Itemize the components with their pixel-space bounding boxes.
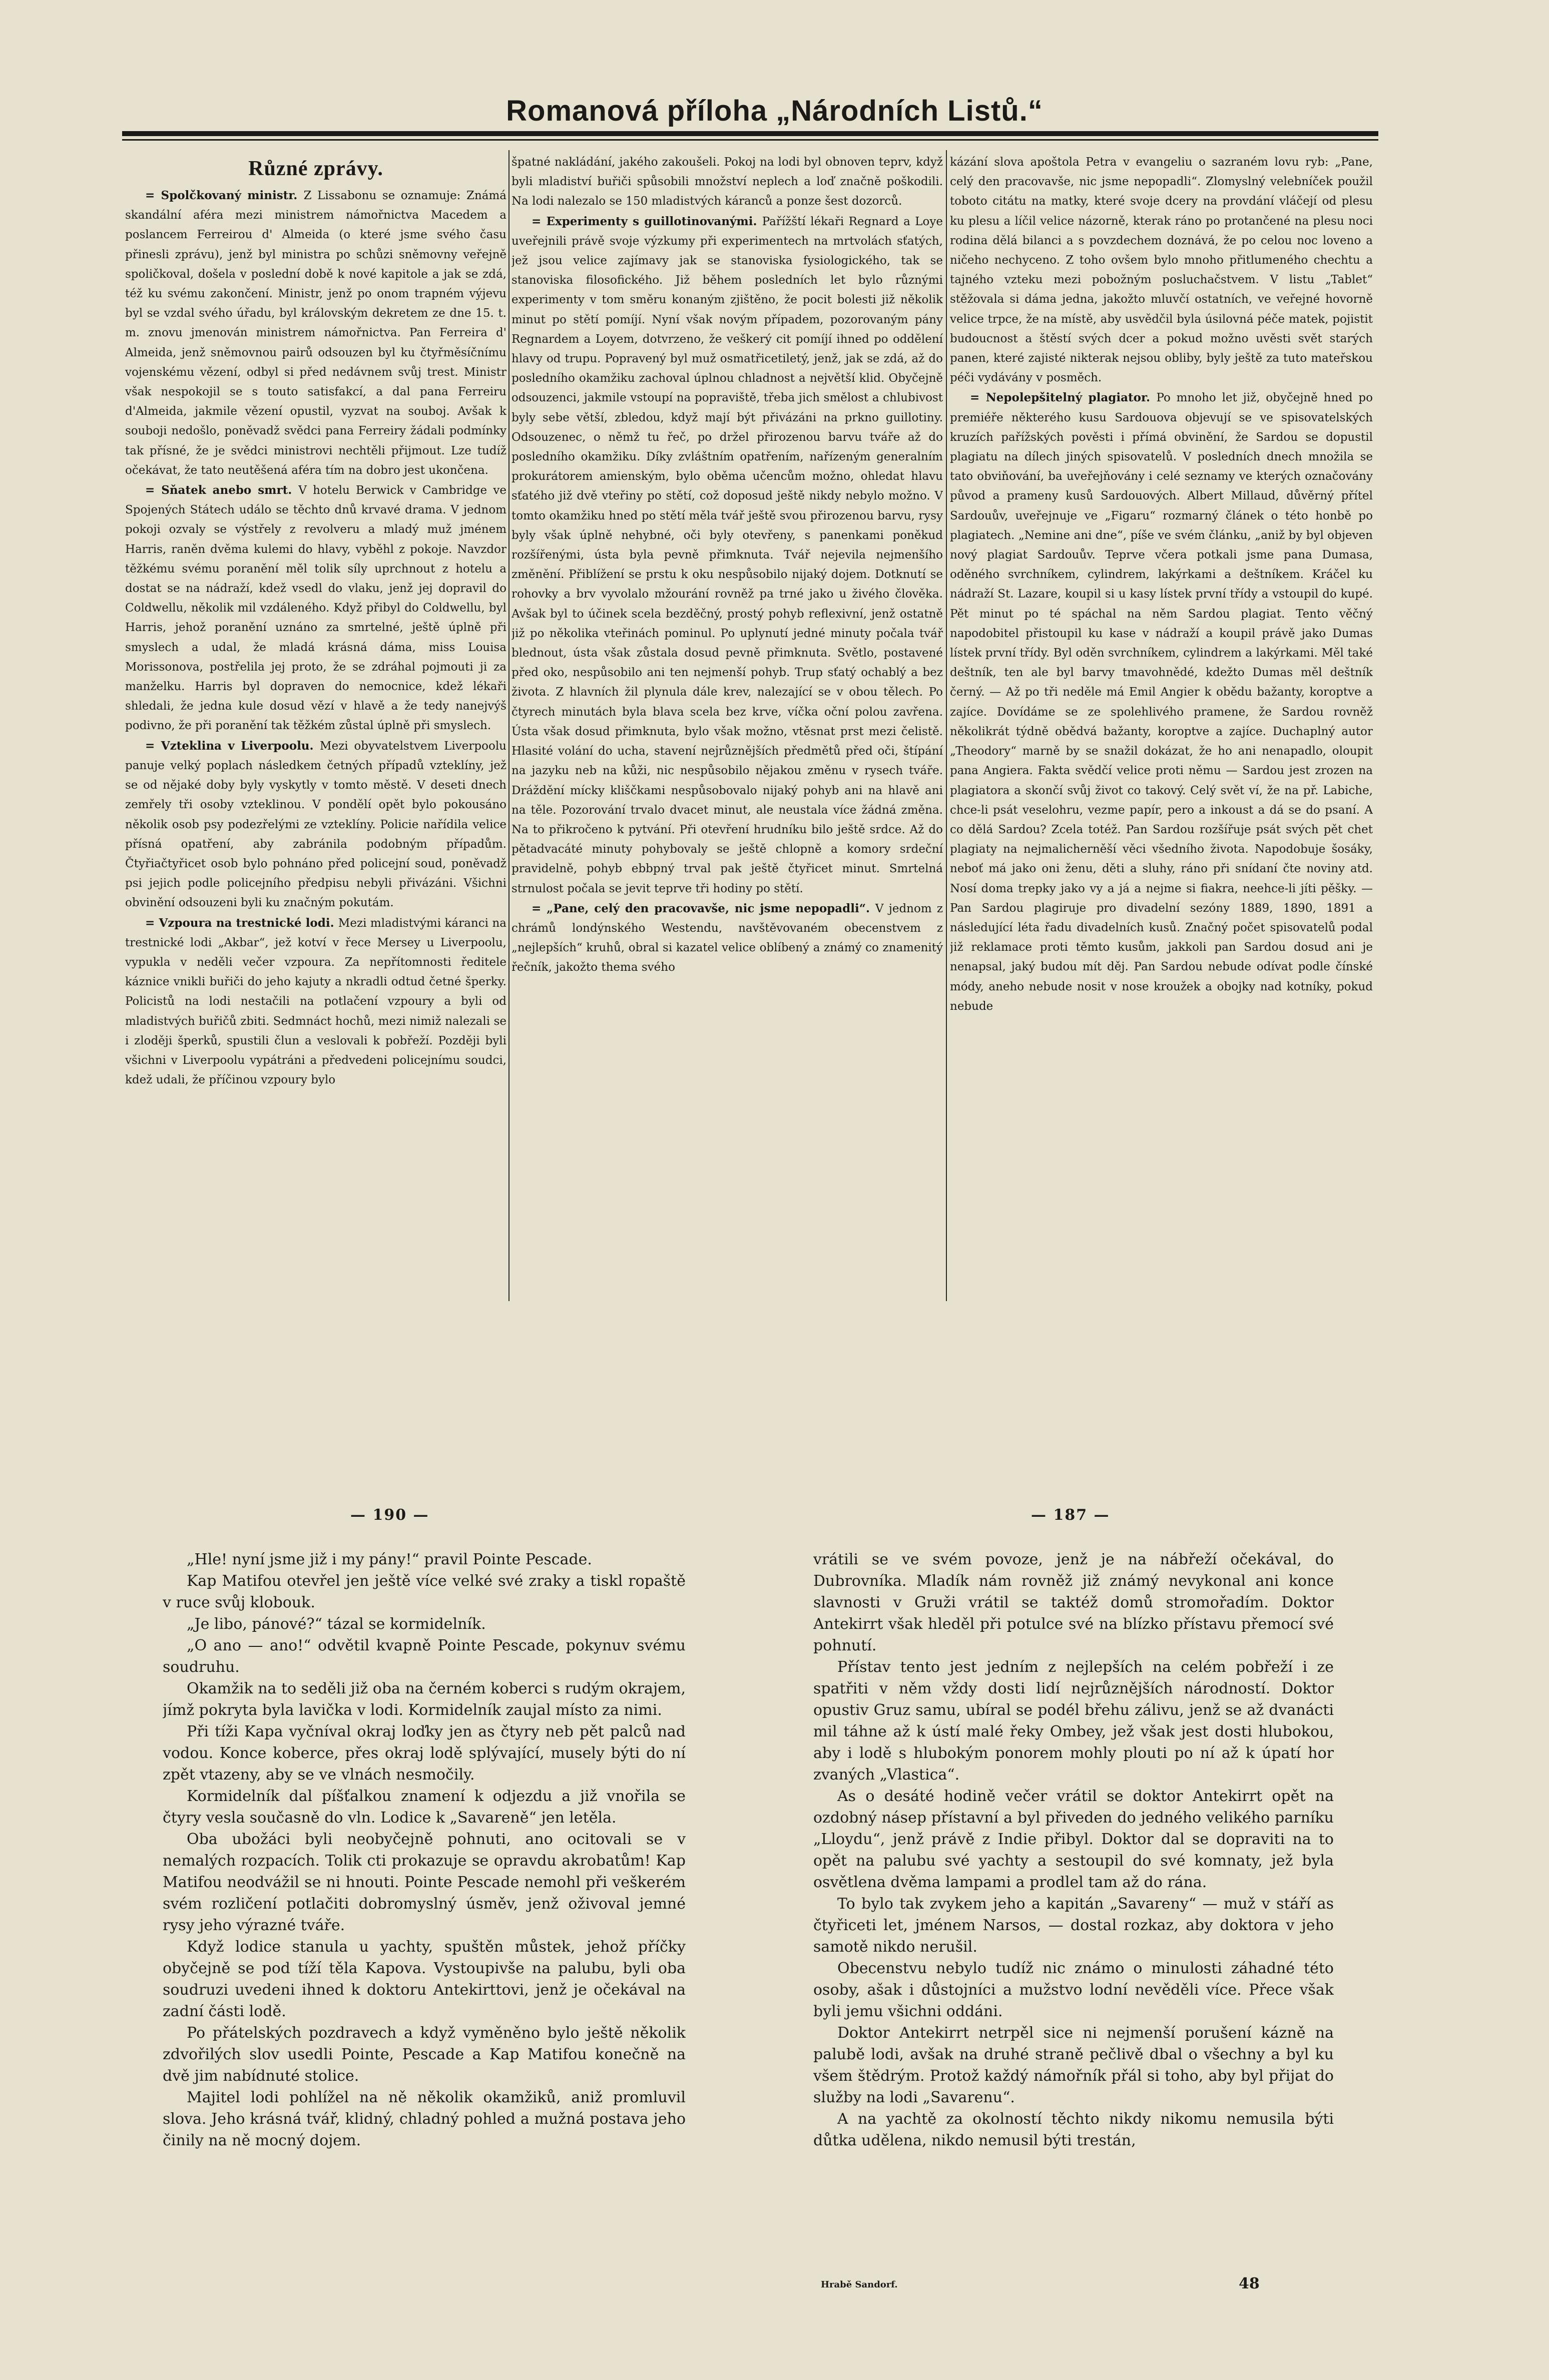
news-item-text: V hotelu Berwick v Cambridge ve Spojených Státech událo se těchto dnů krvavé drama. V jednom pokoji ozvaly se výstřely z revolveru a mladý muž jménem Harris, raněn dvěma kulemi do hlavy, vyběhl z pokoje. Navzdor těžkému svému poranění měl tolik síly uprchnout z hotelu a dostat se na nádraží, kdež vsedl do vlaku, jenž jej dopravil do Coldwellu, několik mil vzdáleného. Když přibyl do Coldwellu, byl Harris, jehož poranění uznáno za smrtelné, ještě úplně při smyslech a udal, že mladá krásná dáma, miss Louisa Morissonova, postřelila jej proto, že se zdráhal pojmouti ji za manželku. Harris byl dopraven do nemocnice, kdež lékaři shledali, že jedna kule dosud vězí v hlavě a že tedy nanejvýš podivno, že při poranění tak těžkém zůstal úplně při smyslech. [125,484,506,733]
novel-paragraph: Okamžik na to seděli již oba na černém koberci s rudým okrajem, jímž pokryta byla lavička v lodi. Kormidelník zaujal místo za nimi. [163,1680,686,1719]
news-item-text: Po mnoho let již, obyčejně hned po premiéře některého kusu Sardouova objevují se ve spisovatelských kruzích pařížských pověsti i přímá obvinění, že Sardou se dopustil plagiatu na dílech jiných spisovatelů. V posledních dnech množila se tato obviňování, ba uveřejňovány i celé seznamy ve kterých označovány původ a prameny kusů Sardouových. Albert Millaud, důvěrný přítel Sardouův, uveřejnuje ve „Figaru“ rozmarný článek o této honbě po plagiatech. „Nemine ani dne“, píše ve svém článku, „aniž by byl objeven nový plagiat Sardouův. Teprve včera potkali jsme pana Dumasa, oděného svrchníkem, cylindrem, lakýrkami a deštníkem. Kráčel ku nádraží St. Lazare, koupil si u kasy lístek první třídy a vstoupil do kupé. Pět minut po té spáchal na něm Sardou plagiat. Tento věčný napodobitel přistoupil ku kase v nádraží a koupil právě jako Dumas lístek první třídy. Byl oděn svrchníkem, cylindrem a lakýrkami. Měl také deštník, ten ale byl barvy tmavohnědé, kdežto Dumas měl deštník černý. — Až po tři neděle má Emil Angier k obědu bažanty, koroptve a zajíce. Dovídáme se ze spolehlivého pramene, že Sardou rovněž několikrát týdně obědvá bažanty, koroptve a zajíce. Duchaplný autor „Theodory“ marně by se snažil dokázat, že ho ani nenapadlo, oloupit pana Angiera. Fakta svědčí velice proti němu — Sardou jest zrozen na plagiatora a skončí svůj život co takový. Celý svět ví, že na př. Labiche, chce-li psát veselohru, vezme papír, pero a inkoust a dá se do psaní. A co dělá Sardou? Zcela totéž. Pan Sardou rozšířuje psát svých pět chet plagiaty na nejmalicherněší věci všedního života. Napodobuje šosáky, neboť má jako oni ženu, děti a sluhy, ráno při snídaní čte noviny atd. Nosí doma trepky jako vy a já a nejme si fiakra, neehce-li jíti pěšky. — Pan Sardou plagiruje pro divadelní sezóny 1889, 1890, 1891 a následující léta řadu divadelních kusů. Značný počet spisovatelů podal již reklamace proti těmto kusům, jakkoli pan Sardou dosud ani je nenapsal, jaký budou mít děj. Pan Sardou nebude odívat podle čínské módy, aneho nebude nosit v nose kroužek a obojky nad kotníky, pokud nebude [950,391,1373,1013]
news-item [125,480,506,736]
novel-paragraph: „Hle! nyní jsme již i my pány!“ pravil Pointe Pescade. [187,1551,592,1568]
novel-paragraph: Kap Matifou otevřel jen ještě více velké své zraky a tiskl ropaště v ruce svůj klobouk. [163,1572,686,1611]
novel-paragraph: vrátili se ve svém povoze, jenž je na nábřeží očekával, do Dubrovníka. Mladík nám rovněž již známý nevykonal ani konce slavnosti v Gruži vrátil se taktéž domů stromořadím. Doktor Antekirrt však hleděl při potulce své na blízko přístavu přemocí své pohnutí. [813,1551,1334,1654]
news-item [125,186,506,480]
page-number-right: — 187 — [1031,1506,1110,1524]
news-item-headline: = Nepolepšitelný plagiator. [970,391,1150,405]
news-item-text: špatné nakládání, jakého zakoušeli. Pokoj na lodi byl obnoven teprv, když byli mladiství buřiči spůsobili množství neplech a loď značně poškodili. Na lodi nalezalo se 150 mladistvých káranců a ponze šest dozorců. [511,156,943,208]
novel-paragraph: „Je libo, pánové?“ tázal se kormidelník. [187,1615,486,1633]
novel-paragraph: As o desáté hodině večer vrátil se doktor Antekirrt opět na ozdobný násep přístavní a byl přiveden do jedného velikého parníku „Lloydu“, jenž právě z Indie přibyl. Doktor dal se dopraviti na to opět na palubu své yachty a sestoupil do své komnaty, jež byla osvětlena dvěma lampami a prodlel tam až do rána. [813,1788,1334,1891]
news-item [125,736,506,913]
news-item [950,388,1373,1016]
novel-column-left [163,1549,686,2259]
news-item [511,212,943,899]
news-item [511,899,943,978]
news-item-headline: = „Pane, celý den pracovavše, nic jsme nepopadli“. [532,901,870,915]
novel-paragraph: „O ano — ano!“ odvětil kvapně Pointe Pescade, pokynuv svému soudruhu. [163,1637,686,1676]
page-header-title: Romanová příloha „Národních Listů.“ [506,95,1043,127]
novel-paragraph: Přístav tento jest jedním z nejlepších na celém pobřeží i ze spatřiti v něm vždy dosti lidí nejrůznějších národností. Doktor opustiv Gruz samu, ubíral se podél břehu zálivu, jenž se až dvanácti mil táhne až k ústí malé řeky Ombey, jež však jest dosti hlubokou, aby i lodě s hlubokým ponorem mohly plouti po ní až k úpatí hor zvaných „Vlastica“. [813,1658,1334,1783]
novel-paragraph: Po přátelských pozdravech a když vyměněno bylo ještě několik zdvořilých slov usedli Pointe, Pescade a Kap Matifou konečně na dvě jim nabídnuté stolice. [163,2024,686,2085]
news-column-3 [950,153,1373,1309]
novel-paragraph: A na yachtě za okolností těchto nikdy nikomu nemusila býti důtka udělena, nikdo nemusil býti trestán, [813,2110,1334,2149]
header-rule-thick [122,131,1378,136]
news-item-text: Z Lissabonu se oznamuje: Známá skandální aféra mezi ministrem námořnictva Macedem a poslancem Ferreirou d' Almeida (o které jsme svého času přinesli zprávu), jenž byl ministra po schůzi sněmovny veřejně spoličkoval, došela v poslední době k nové kapitole a jak se zdá, též ku svému zakončení. Ministr, jenž po onom trapném výjevu byl se vzdal svého úřadu, byl královským dekretem ze dne 15. t. m. znovu jmenován ministrem námořnictva. Pan Ferreira d' Almeida, jenž sněmovnou pairů odsouzen byl ku čtyřměsíčnímu vojenskému vězení, odbyl si před nedávnem svůj trest. Ministr však nespokojil se s touto satisfakcí, a dal pana Ferreiru d'Almeida, jakmile vězení opustil, vyzvat na souboj. Avšak k souboji nedošlo, poněvadž svědci pana Ferreiry žádali podmínky tak přísné, že je svědci ministrovi nechtěli přijmout. Lze tudíž očekávat, že tato neutěšená aféra tím na dobro jest ukončena. [125,189,506,477]
news-item-headline: = Sňatek anebo smrt. [145,483,292,497]
novel-paragraph: Kormidelník dal píšťalkou znamení k odjezdu a již vnořila se čtyry vesla současně do vln. Lodice k „Savareně“ jen letěla. [163,1788,686,1827]
news-item-continued [950,153,1373,388]
sheet-number: 48 [1239,2275,1260,2292]
novel-paragraph: Když lodice stanula u yachty, spuštěn můstek, jehož příčky obyčejně se pod tíží těla Kapova. Vystoupivše na palubu, byli oba soudruzi uvedeni ihned k doktoru Antekirttovi, jenž je očekával na zadní části lodě. [163,1938,686,2020]
news-column-2 [511,153,943,1309]
novel-paragraph: Doktor Antekirrt netrpěl sice ni nejmenší porušení kázně na palubě lodi, avšak na druhé straně pečlivě dbal o všechny a byl ku všem štědrým. Protož každý námořník přál si toho, aby byl přijat do služby na lodi „Savarenu“. [813,2024,1334,2106]
news-item-continued [511,153,943,212]
news-item-headline: = Experimenty s guillotinovanými. [532,214,757,228]
news-item [125,913,506,1090]
novel-paragraph: Obecenstvu nebylo tudíž nic známo o minulosti záhadné této osoby, ašak i důstojníci a mužstvo lodní nevěděli více. Přece však byli jemu všichni oddáni. [813,1960,1334,2020]
news-column-1 [125,153,506,1309]
news-item-text: V jednom z chrámů londýnského Westendu, navštěvovaném obecenstvem z „nejlepších“ kruhů, obral si kazatel velice oblíbený a známý co znamenitý řečník, jakožto thema svého [511,902,943,974]
novel-paragraph: To bylo tak zvykem jeho a kapitán „Savareny“ — muž v stáří as čtyřiceti let, jménem Narsos, — dostal rozkaz, aby doktora v jeho samotě nikdo nerušil. [813,1895,1334,1956]
column-divider [508,150,509,1301]
novel-paragraph: Majitel lodi pohlížel na ně několik okamžiků, aniž promluvil slova. Jeho krásná tvář, klidný, chladný pohled a mužná postava jeho činily na ně mocný dojem. [163,2089,686,2149]
news-item-text: Mezi obyvatelstvem Liverpoolu panuje velký poplach následkem četných případů vzteklíny, jež se od nějaké doby byly vyskytly v tomto městě. V deseti dnech zemřely tři osoby vzteklinou. V pondělí opět bylo pokousáno několik osob psy podezřelými ze vzteklíny. Policie nařídila velice přísná opatření, aby zabránila podobným případům. Čtyřiačtyřicet osob bylo pohnáno před policejní soud, poněvadž psi jejich podle policejního předpisu nebyli přivázáni. Všichni obvinění odsouzeni byli ku značným pokutám. [125,739,506,910]
news-item-text: Pařížští lékaři Regnard a Loye uveřejnili právě svoje výzkumy při experimentech na mrtvolách sťatých, jež jsou velice zajímavy jak se stanoviska fysiologického, tak se stanoviska filosofického. Již během posledních let bylo různými experimenty v tom směru konaným zjištěno, že pocit bolesti již několik minut po stětí pomíjí. Nyní však novým případem, pozorovaným pány Regnardem a Loyem, dotvrzeno, že veškerý cit pomíjí ihned po oddělení hlavy od trupu. Popravený byl muž osmatřicetiletý, jenž, jak se zdá, až do posledního okamžiku zachoval úplnou chladnost a největší klid. Obyčejně odsouzenci, jakmile vstoupí na popraviště, třeba jich smělost a chlubivost byly sebe větší, zbledou, když mají být přivázáni na prkno guillotiny. Odsouzenec, o němž tu řeč, po držel přirozenou barvu tváře až do posledního okamžiku. Díky zvláštním opatřením, nařízeným generalním prokurátorem amienským, bylo oběma učencům možno, ohledat hlavu sťatého již dvě vteřiny po stětí, což doposud ještě nikdy nebylo možno. V tomto okamžiku hned po stětí měla tvář ještě svou přirozenou barvu, rysy byly však úplně nehybné, oči byly otevřeny, s panenkami poněkud rozšířenými, ústa byla pevně přimknuta. Tvář nejevila nejmenšího změnění. Přiblížení se prstu k oku nespůsobilo nijaký dojem. Dotknutí se rohovky a brv vyvolalo mžourání rovněž pa trné jako u živého člověka. Avšak byl to účinek scela bezděčný, prostý pohyb reflexivní, jenž ostatně již po několika vteřinách pominul. Po uplynutí jedné minuty počala tvář blednout, ústa však zůstala dosud pevně přimknuta. Světlo, postavené před oko, nespůsobilo ani ten nejmenší pohyb. Trup sťatý ochablý a bez života. Z hlavních žil plynula dále krev, nalezající se v obou tělech. Po čtyrech minutách byla blava scela bez krve, víčka oční polou zavřena. Ústa však dosud přimknuta, bylo však možno, vtěsnat prst mezi čelistě. Hlasité volání do ucha, stavení nejrůznějších předmětů před oči, štípání na jazyku neb na kůži, nic nespůsobilo nějakou změnu v rysech tváře. Dráždění mícky kliščkami nespůsobovalo nijaký pohyb ani na hlavě ani na těle. Pozorování trvalo dvacet minut, ale neustala více žádná změna. Na to přikročeno k pytvání. Při otevření hrudníku bilo ještě srdce. Až do pětadvacáté minuty pohybovaly se ještě chlopně a komory srdeční pravidelně, pohyb ebbpný trval pak ještě čtyřicet minut. Smrtelná strnulost počala se jevit teprve tři hodiny po stětí. [511,215,943,895]
page-number-left: — 190 — [350,1506,429,1524]
header-rule-thin [122,139,1378,141]
news-item-headline: = Spolčkovaný ministr. [145,189,298,202]
news-item-headline: = Vzteklina v Liverpoolu. [145,739,314,753]
news-item-headline: = Vzpoura na trestnické lodi. [145,916,334,930]
section-heading: Různé zprávy. [248,157,383,180]
news-item-text: Mezi mladistvými káranci na trestnické lodi „Akbar“, jež kotví v řece Mersey u Liverpoolu, vypukla v neděli večer vzpoura. Za nepřítomnosti ředitele káznice vnikli buřiči do jeho kajuty a nkradli odtud četné šperky. Policistů na lodi nestačili na potlačení vzpoury a byli od mladistvých buřičů zbiti. Sedmnáct hochů, mezi nimiž nalezali se i zloději šperků, spustili člun a veslovali k pobřeží. Později byli všichni v Liverpoolu vypátráni a předvedeni policejnímu soudci, kdež udali, že příčinou vzpoury bylo [125,916,506,1087]
novel-column-right [813,1549,1334,2259]
signature-mark: Hrabě Sandorf. [821,2279,898,2290]
novel-paragraph: Při tíži Kapa vyčníval okraj loďky jen as čtyry neb pět palců nad vodou. Konce koberce, přes okraj lodě splývající, musely býti do ní zpět vtazeny, aby se ve vlnách nesmočily. [163,1723,686,1783]
column-divider [946,150,947,1301]
novel-paragraph: Oba ubožáci byli neobyčejně pohnuti, ano ocitovali se v nemalých rozpacích. Tolik cti prokazuje se opravdu akrobatům! Kap Matifou neodvážil se ni hnouti. Pointe Pescade nemohl při veškerém svém rozličení potlačiti dobromyslný úsměv, jenž oživoval jemné rysy jeho výrazné tváře. [163,1831,686,1934]
news-item-text: kázání slova apoštola Petra v evangeliu o sazraném lovu ryb: „Pane, celý den pracovavše, nic jsme nepopadli“. Zlomyslný velebníček použil toboto citátu na matky, které svoje dcery na provdání vláčejí od plesu ku plesu a líčil velice názorně, kterak ráno po protančené na plesu noci rodina dělá bilanci a s povzdechem doznává, že po celou noc loveno a ničeho nechyceno. Z toho ovšem bylo mnoho přitlumeného chechtu a tajného vzteku mezi pobožným posluchačstvem. V listu „Tablet“ stěžovala si dáma jedna, jakožto mluvčí ostatních, ve veřejné hovorně velice trpce, že na místě, aby usvědčil byla úsilovná péče matek, pojistit budoucnost a štěstí svých dcer a pokud možno uvěsti svět starých panen, které zajisté nikterak nejsou obliby, byly ještě za tuto mateřskou péči vydávány v posměch. [950,156,1373,385]
